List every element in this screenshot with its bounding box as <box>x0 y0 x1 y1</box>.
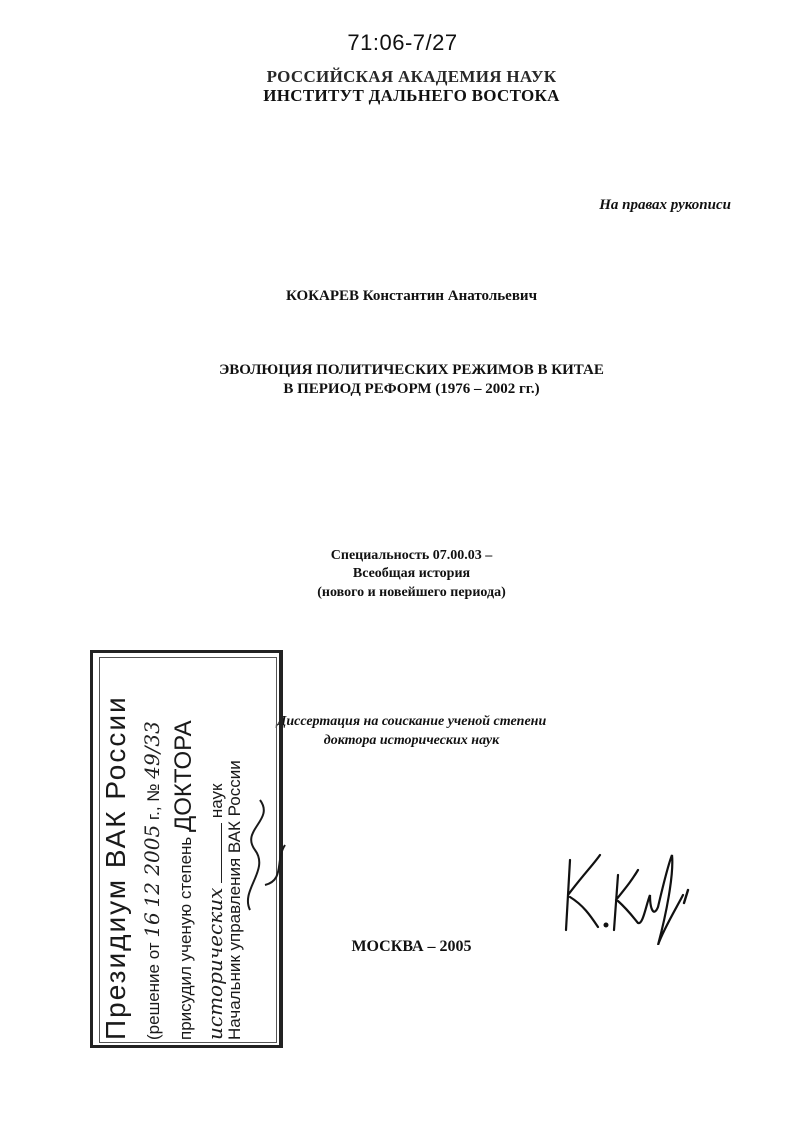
stamp-decision-day: 16 <box>140 912 164 938</box>
stamp-line-decision <box>140 721 164 1040</box>
stamp-decision-prefix: (решение от <box>144 942 163 1040</box>
stamp-field-handwritten: исторических <box>203 887 227 1040</box>
dissertation-line-2: доктора исторических наук <box>323 733 500 748</box>
stamp-degree-word: ДОКТОРА <box>170 720 197 832</box>
stamp-decision-suffix: г., № <box>144 783 163 821</box>
stamp-decision-number: 49/33 <box>140 721 164 779</box>
specialty-code: Специальность 07.00.03 – <box>330 548 493 563</box>
stamp-decision-date: 12 2005 <box>140 824 164 908</box>
stamp-degree-prefix: присудил ученую степень <box>176 836 195 1040</box>
manuscript-note: На правах рукописи <box>599 197 731 213</box>
city-year: МОСКВА – 2005 <box>351 938 472 955</box>
stamp-line-field <box>203 784 227 1040</box>
stamp-line-presidium: Президиум ВАК России <box>100 695 131 1040</box>
specialty-name: Всеобщая история <box>352 566 471 581</box>
catalog-code: 71:06-7/27 <box>347 30 458 55</box>
specialty-period: (нового и новейшего периода) <box>317 585 506 600</box>
stamp-field-suffix: наук <box>207 783 226 819</box>
title-line-1: ЭВОЛЮЦИЯ ПОЛИТИЧЕСКИХ РЕЖИМОВ В КИТАЕ <box>219 362 604 378</box>
stamp-line-degree <box>170 720 198 1040</box>
dissertation-line-1: Диссертация на соискание ученой степени <box>276 714 547 729</box>
organization-name: РОССИЙСКАЯ АКАДЕМИЯ НАУК <box>266 67 557 86</box>
institute-name: ИНСТИТУТ ДАЛЬНЕГО ВОСТОКА <box>263 86 560 105</box>
author-name: КОКАРЕВ Константин Анатольевич <box>285 288 538 304</box>
stamp-signature-graphic <box>230 790 290 920</box>
title-line-2: В ПЕРИОД РЕФОРМ (1976 – 2002 гг.) <box>283 381 540 397</box>
author-signature-graphic <box>558 835 698 945</box>
stamp-line-head: Начальник управления ВАК России <box>225 760 244 1040</box>
